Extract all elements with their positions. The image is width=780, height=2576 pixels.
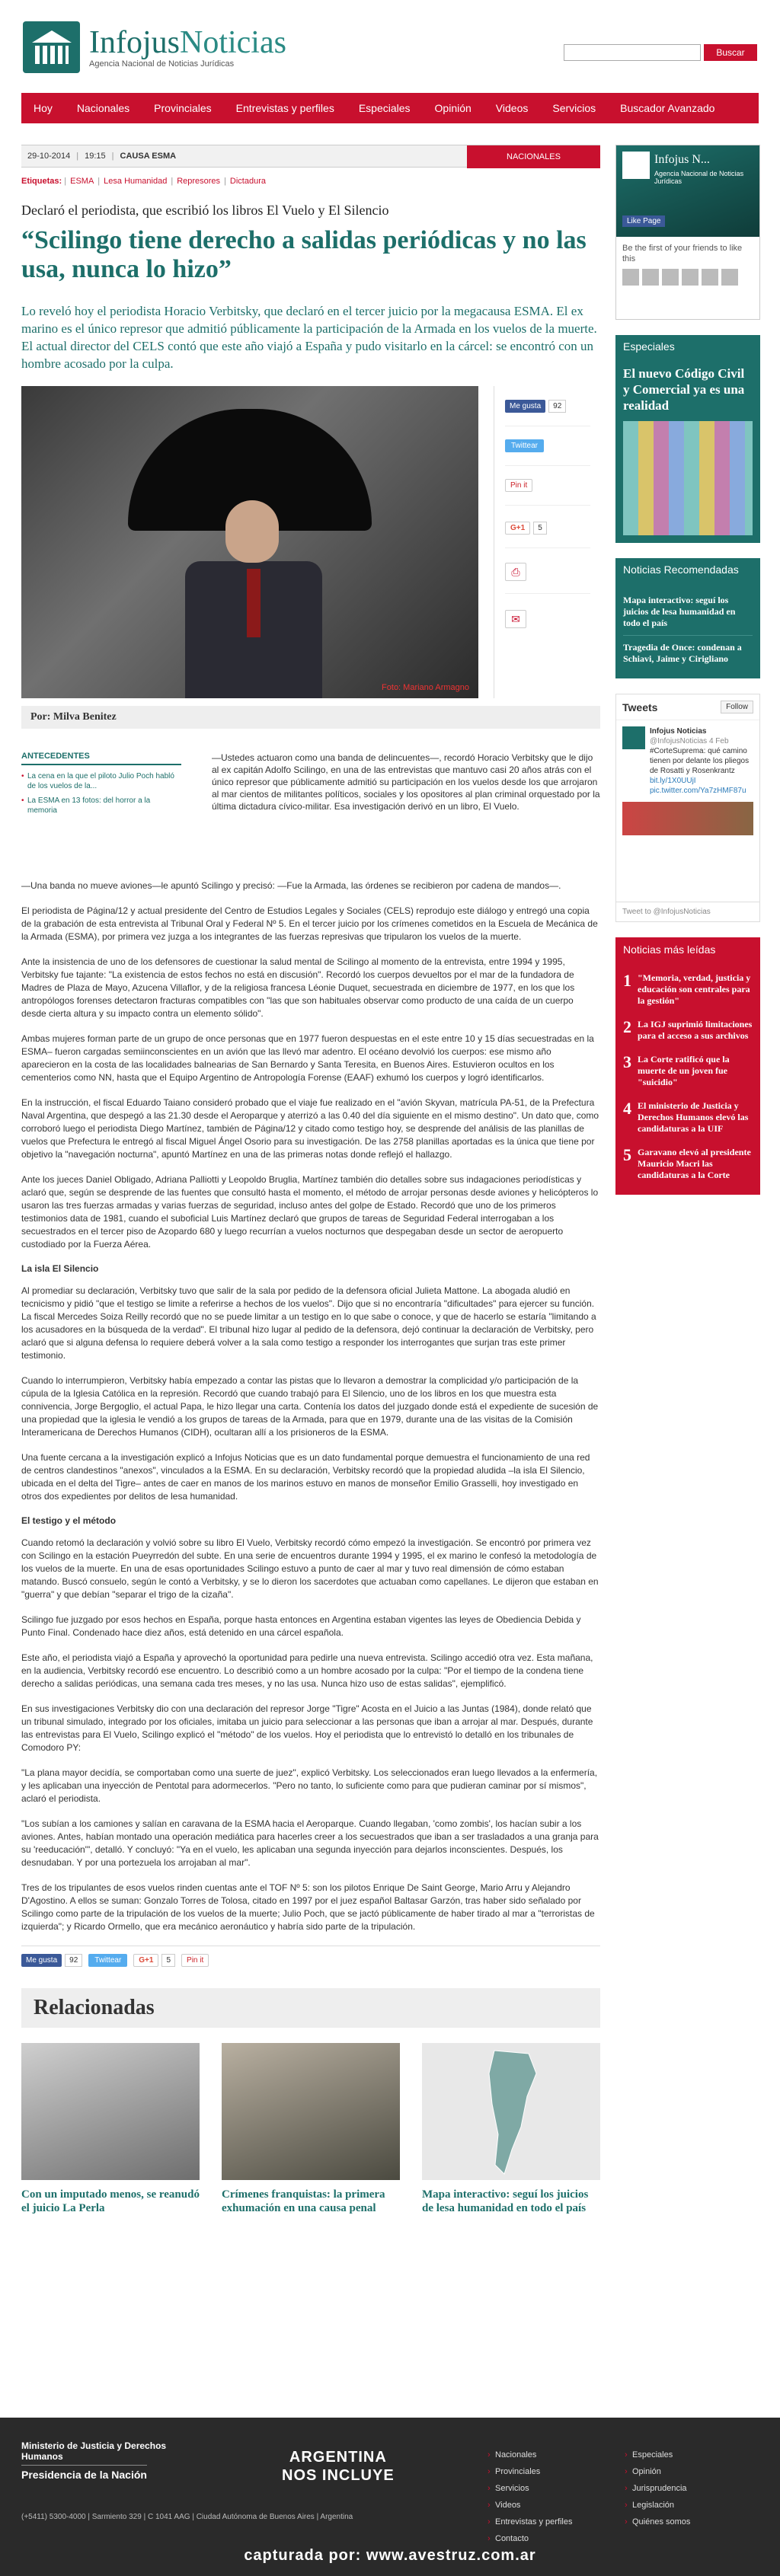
- footer-link[interactable]: › Servicios: [488, 2480, 572, 2497]
- tweet-to-input[interactable]: Tweet to @InfojusNoticias: [616, 902, 759, 921]
- logo-title: InfojusNoticias: [89, 25, 286, 60]
- tag-link[interactable]: Represores: [177, 177, 221, 186]
- footer-link[interactable]: › Nacionales: [488, 2447, 572, 2463]
- mas-leida-number: 4: [623, 1099, 631, 1118]
- tag-link[interactable]: ESMA: [70, 177, 94, 186]
- article-paragraph: Cuando lo interrumpieron, Verbitsky había empezado a contar las pistas que lo llevaron a demostrar la complicidad y/o participación de la cúpula de la Iglesia Católica en la represión. Recordó que cuando trabajó para El Silencio, uno de los libros en los que muestra esta connivencia, Jorge Bergoglio, el actual Papa, le hizo llegar una carta. Contenía los datos del juzgado donde está el expediente de sucesión de una propiedad que la iglesia le vendió a los grupos de tareas de la Armada, para que en 1979, durante una de las visitas de la Comisión Interamericana de Derechos Humanos (CIDH), ocultaran allí a los prisioneros de la ESMA.: [21, 1375, 599, 1438]
- mas-leidas-head: Noticias más leídas: [615, 937, 760, 962]
- related-item[interactable]: [222, 2043, 400, 2215]
- fb-page-name[interactable]: Infojus N...: [654, 153, 710, 166]
- site-logo[interactable]: [23, 21, 286, 73]
- article-media: [21, 386, 600, 698]
- fb-page-logo: [622, 152, 650, 179]
- recomendada-item[interactable]: Mapa interactivo: seguí los juicios de lesa humanidad en todo el país: [623, 589, 753, 636]
- logo-tagline: Agencia Nacional de Noticias Jurídicas: [89, 59, 235, 69]
- mas-leida-number: 3: [623, 1052, 631, 1071]
- nav-item[interactable]: Opinión: [434, 102, 472, 114]
- article-body: [21, 879, 600, 1933]
- footer-link[interactable]: › Jurisprudencia: [625, 2480, 690, 2497]
- mas-leidas-block: [615, 937, 760, 1195]
- nav-item[interactable]: Especiales: [358, 102, 411, 114]
- article-photo[interactable]: [21, 386, 478, 698]
- article-date: 29-10-2014: [27, 152, 71, 161]
- antecedentes-section: [21, 752, 600, 866]
- twitter-share-button[interactable]: Twittear: [505, 439, 544, 452]
- footer-link[interactable]: › Especiales: [625, 2447, 690, 2463]
- site-header: [0, 0, 780, 91]
- footer-link[interactable]: › Legislación: [625, 2497, 690, 2514]
- tags-label: Etiquetas:: [21, 177, 62, 186]
- related-item[interactable]: [21, 2043, 200, 2215]
- nav-item[interactable]: Buscador Avanzado: [620, 102, 715, 114]
- mas-leida-title[interactable]: Garavano elevó al presidente Mauricio Macri las candidaturas a la Corte: [638, 1147, 751, 1180]
- article-paragraph: Una fuente cercana a la investigación explicó a Infojus Noticias que es un dato fundamental porque demuestra el funcionamiento de una red de centros clandestinos "anexos", vinculados a la ESMA. En su declaración, Verbitsky recordó que la propiedad aludida –la isla El Silencio, ubicada en el delta del Tigre– antes de caer en manos de los marinos estuvo en manos de monseñor Emilio Grasselli, hoy investigado en otros dos expedientes por delitos de lesa humanidad.: [21, 1452, 590, 1502]
- especiales-block: [615, 335, 760, 543]
- related-caption[interactable]: Mapa interactivo: seguí los juicios de lesa humanidad en todo el país: [422, 2188, 589, 2214]
- twitter-widget: [615, 694, 760, 922]
- article-paragraph: En la instrucción, el fiscal Eduardo Taiano consideró probado que el viaje fue realizado en el "avión Skyvan, matrícula PA-51, de la Prefectura Naval Argentina, que despegó a las 21.30 desde el Aeroparque y aterrizó a las 0.40 del día siguiente en el mismo destino". Un dato que, como corroboró luego el periodista Diego Martínez, también de Página/12 y citado como testigo hoy, se desprende del análisis de las planillas de vuelos que Prefectura le entregó al fiscal Miguel Ángel Osorio para su investigación. De las 2758 planillas aportadas es la única que tiene por objetivo la "navegación nocturna", apuntó Martínez en una de las primeras notas donde reflejó el hallazgo.: [21, 1097, 599, 1160]
- footer-link[interactable]: › Quiénes somos: [625, 2514, 690, 2530]
- footer-argentina-logo: ARGENTINA NOS INCLUYE: [282, 2449, 395, 2484]
- nav-item[interactable]: Servicios: [552, 102, 596, 114]
- pinterest-button[interactable]: Pin it: [505, 479, 532, 492]
- tag-separator: |: [64, 177, 67, 186]
- recomendadas-head: Noticias Recomendadas: [615, 558, 760, 581]
- related-title: Relacionadas: [21, 1988, 600, 2028]
- footer-links-2: [625, 2447, 690, 2530]
- twitter-follow-button[interactable]: Follow: [721, 701, 753, 713]
- google-plus-button-bottom[interactable]: G+1 5: [133, 1954, 175, 1967]
- bottom-share-row: [21, 1946, 600, 1965]
- article-paragraph: Este año, el periodista viajó a España y aprovechó la oportunidad para pedirle una nueva entrevista. Scilingo accedió otra vez. Esta mañana, en la audiencia, Verbitsky recordó ese encuentro. Lo describió como a un hombre acosado por la culpa: "Por el tiempo de la condena tiene derecho a salidas periódicas, una semana cada tres meses, y no las usa. Nunca hizo uso de estas salidas", ejemplificó.: [21, 1652, 593, 1689]
- fb-friends-text: Be the first of your friends to like this: [622, 244, 743, 263]
- related-image[interactable]: [21, 2043, 200, 2180]
- recomendada-item[interactable]: Tragedia de Once: condenan a Schiavi, Jaime y Cirigliano: [623, 642, 742, 664]
- mas-leida-number: 5: [623, 1145, 631, 1164]
- tweet-avatar: [622, 726, 645, 749]
- mas-leida-item[interactable]: [623, 1094, 753, 1141]
- footer-link[interactable]: › Videos: [488, 2497, 572, 2514]
- facebook-like-button[interactable]: Me gusta 92: [505, 400, 566, 413]
- antecedente-link[interactable]: • La ESMA en 13 fotos: del horror a la memoria: [21, 796, 181, 816]
- footer-link[interactable]: › Contacto: [488, 2530, 572, 2547]
- article-paragraph: Ante la insistencia de uno de los defensores de cuestionar la salud mental de Scilingo al momento de la entrevista, entre 1994 y 1995, Verbitsky fue tajante: "La existencia de estos fechos no está en discusión". Recordó los cuerpos devueltos por el mar de la fundadora de Madres de Plaza de Mayo, Azucena Villaflor, y de la religiosa francesa Léonie Duquet, secuestrada en diciembre de 1977, en los que los antropólogos forenses detectaron fracturas compatibles con "las que son habituales observar como producto de una caída de un cuerpo desde cierta altura y su impacto contra un elemento sólido".: [21, 956, 575, 1019]
- article-time: 19:15: [85, 152, 106, 161]
- section-tag[interactable]: NACIONALES: [467, 145, 600, 168]
- mas-leida-title[interactable]: El ministerio de Justicia y Derechos Humanos elevó las candidaturas a la UIF: [638, 1100, 749, 1134]
- article-paragraph: —Una banda no mueve aviones—le apuntó Scilingo y precisó: —Fue la Armada, las órdenes se recibieron por cadena de mandos—.: [21, 880, 561, 891]
- fb-page-sub: Agencia Nacional de Noticias Jurídicas: [654, 170, 744, 185]
- tag-separator: |: [98, 177, 101, 186]
- nav-item[interactable]: Provinciales: [154, 102, 212, 114]
- related-caption[interactable]: Con un imputado menos, se reanudó el juicio La Perla: [21, 2188, 200, 2214]
- tweet[interactable]: Infojus Noticias @InfojusNoticias 4 Feb #CorteSuprema: qué camino tienen por delante los pliegos de Rosatti y Rosenkrantz bit.ly/1X0UUjI pic.twitter.com/Ya7zHMF87u: [616, 720, 759, 802]
- share-column: [494, 386, 600, 698]
- related-caption[interactable]: Crímenes franquistas: la primera exhumación en una causa penal: [222, 2188, 385, 2214]
- article-byline: Por: Milva Benitez: [21, 706, 600, 729]
- nav-item[interactable]: Entrevistas y perfiles: [235, 102, 334, 114]
- article-paragraph: En sus investigaciones Verbitsky dio con una declaración del represor Jorge "Tigre" Acosta en el Juicio a las Juntas (1984), donde relató que un tribunal simulado, integrado por los oficiales, imitaba un juicio para seleccionar a las personas que iban a arrojar al mar. Después, durante las entrevistas para El Vuelo, Scilingo explicó el "método" de los vuelos. Hoy el periodista que lo entrevistó lo detalló en los tribunales de Comodoro PY:: [21, 1703, 593, 1753]
- article-datebar: 29-10-2014 | 19:15 | CAUSA ESMA NACIONALES: [21, 145, 600, 168]
- footer-link[interactable]: › Provinciales: [488, 2463, 572, 2480]
- mas-leida-item[interactable]: [623, 966, 753, 1013]
- mas-leida-item[interactable]: [623, 1141, 753, 1187]
- google-plus-button[interactable]: G+1 5: [505, 522, 547, 535]
- article-paragraph: Cuando retomó la declaración y volvió sobre su libro El Vuelo, Verbitsky recordó cómo empezó la investigación. Se encontró por primera vez con Scilingo en la estación Pueyrredón del subte. En una serie de encuentros durante 1994 y 1995, el ex marino le confesó la metodología de los vuelos de la muerte. En una de esas oportunidades Scilingo estuvo a punto de caer al mar y tuvo real dimensión de cómo estaban matando. Buscó consuelo, según le contó a Verbitsky, y se lo dieron los sacerdotes que actuaban como capellanes. Le dijeron que estaban en "guerra" y que debían "separar el trigo de la cizaña".: [21, 1537, 599, 1600]
- twitter-share-button-bottom[interactable]: Twittear: [88, 1954, 127, 1967]
- print-button[interactable]: [505, 563, 526, 581]
- article-paragraph: "Los subían a los camiones y salían en caravana de la ESMA hacia el Aeroparque. Cuando llegaban, 'como zombis', los hacían subir a los aviones. Antes, habían montado una operación mediática para hacerles creer a los secuestrados que iban a ser trasladados a una granja para su 'reeducación'", detalló. Y concluyó: "Ya en el vuelo, les aplicaban una segunda inyección para dejarlos inconscientes. Después, los desnudaban. Y por una portezuela los arrojaban al mar".: [21, 1818, 599, 1868]
- fb-like-page-button[interactable]: Like Page: [622, 215, 665, 227]
- site-footer: [0, 2418, 780, 2576]
- footer-ministerio[interactable]: Ministerio de Justicia y Derechos Humanos: [21, 2440, 167, 2462]
- search-input[interactable]: [564, 44, 701, 61]
- nav-item[interactable]: Hoy: [34, 102, 53, 114]
- search-form: [564, 44, 757, 61]
- mas-leida-title[interactable]: La Corte ratificó que la muerte de un joven fue "suicidio": [638, 1054, 730, 1087]
- especiales-title[interactable]: El nuevo Código Civil y Comercial ya es una realidad: [623, 366, 745, 413]
- article-paragraph: Scilingo fue juzgado por esos hechos en España, porque hasta entonces en Argentina estaban vigentes las leyes de Obediencia Debida y Punto Final. Condenado hace diez años, está detenido en una cárcel española.: [21, 1614, 581, 1638]
- mas-leida-item[interactable]: [623, 1013, 753, 1048]
- article-paragraph: "La plana mayor decidía, se comportaban como una suerte de juez", explicó Verbitsky. Los seleccionados eran luego llevados a la enfermería, y les aplicaban una inyección de Pentotal para adormecerlos. "Pero no tanto, lo suficiente como para que pudieran caminar por sí mismos", aclaró el periodista.: [21, 1767, 598, 1804]
- mas-leida-item[interactable]: [623, 1048, 753, 1094]
- pinterest-button-bottom[interactable]: Pin it: [181, 1954, 209, 1967]
- footer-links-1: [488, 2447, 572, 2547]
- mas-leida-title[interactable]: "Memoria, verdad, justicia y educación son centrales para la gestión": [638, 972, 751, 1006]
- subhead-testigo: El testigo y el método: [21, 1515, 117, 1526]
- antecedentes-box: [21, 752, 181, 820]
- mas-leida-title[interactable]: La IGJ suprimió limitaciones para el acceso a sus archivos: [638, 1019, 753, 1041]
- mas-leida-number: 2: [623, 1017, 631, 1036]
- antecedente-link[interactable]: • La cena en la que el piloto Julio Poch habló de los vuelos de la...: [21, 771, 181, 791]
- footer-link[interactable]: › Entrevistas y perfiles: [488, 2514, 572, 2530]
- related-item[interactable]: [422, 2043, 600, 2215]
- tweet-image[interactable]: [622, 802, 753, 835]
- article-tags: [21, 177, 600, 186]
- intro-quote: —Ustedes actuaron como una banda de delincuentes—, recordó Horacio Verbitsky que le dijo al ex capitán Adolfo Scilingo, en una de las entrevistas que mantuvo casi 20 años atrás con el único represor que públicamente admitió su participación en los vuelos desde los que arrojaron al mar cientos de militantes políticos, sociales y los opositores al plan criminal orquestado por la última dictadura cívico-militar. Esa investigación derivó en un libro, El Vuelo.: [212, 752, 600, 812]
- article-paragraph: Tres de los tripulantes de esos vuelos rinden cuentas ante el TOF Nº 5: son los pilotos Enrique De Saint George, Mario Arru y Alejandro D'Agostino. A ellos se suman: Gonzalo Torres de Tolosa, citado en 1997 por el juez español Baltasar Garzón, tras haber sido señalado por Scilingo como parte de la tripulación de los vuelos de la muerte; Julio Poch, que se jactó públicamente de haber tirado al mar a "terroristas de izquierda"; y Ricardo Ormello, que era mecánico aeronáutico y habría sido parte de la tripulación.: [21, 1882, 595, 1932]
- antecedentes-title: ANTECEDENTES: [21, 752, 181, 765]
- facebook-like-button-bottom[interactable]: Me gusta 92: [21, 1954, 82, 1967]
- nav-item[interactable]: Nacionales: [76, 102, 130, 114]
- argentina-map-icon: [422, 2043, 600, 2180]
- nav-item[interactable]: Videos: [495, 102, 529, 114]
- tag-separator: |: [171, 177, 174, 186]
- tag-separator: |: [224, 177, 226, 186]
- article-paragraph: Ante los jueces Daniel Obligado, Adriana Palliotti y Leopoldo Bruglia, Martínez también dio detalles sobre sus indagaciones periodísticas y aclaró que, según se desprende de las fuentes que consultó hasta el momento, el método de arrojar personas desde aviones y helicópteros lo usaron las tres fuerzas armadas y varias fuerzas de seguridad, incluso antes del golpe de Estado. Recordó que uno de los primeros testimonios data de 1981, cuando el suboficial Luis Martínez declaró que grupos de tareas de Seguridad Federal interrogaban a los secuestrados en el tercer piso de Azopardo 680 y luego recurrían a vuelos nocturnos que despegaban desde un sector de aeropuerto custodiado por la Fuerza Aérea.: [21, 1174, 599, 1250]
- mas-leida-number: 1: [623, 971, 631, 990]
- footer-presidencia[interactable]: Presidencia de la Nación: [21, 2465, 147, 2481]
- recomendadas-block: [615, 558, 760, 678]
- tag-link[interactable]: Lesa Humanidad: [104, 177, 168, 186]
- facebook-page-widget: [615, 145, 760, 320]
- related-image[interactable]: [222, 2043, 400, 2180]
- article-title: “Scilingo tiene derecho a salidas periódicas y no las usa, nunca lo hizo”: [21, 226, 587, 283]
- related-section: [21, 1988, 600, 2215]
- main-nav: [21, 93, 759, 123]
- related-image[interactable]: [422, 2043, 600, 2180]
- logo-building-icon: [23, 21, 80, 73]
- photo-credit: Foto: Mariano Armagno: [382, 683, 469, 692]
- article-paragraph: El periodista de Página/12 y actual presidente del Centro de Estudios Legales y Sociales (CELS) reprodujo este diálogo y entregó una copia de la grabación de esta entrevista al Tribunal Oral y Federal Nº 5. En el tercer juicio por los crímenes cometidos en la Escuela de Mecánica de la Armada (ESMA), por primera vez juzga a los integrantes de las fuerzas represivas que tripularon los vuelos de la muerte.: [21, 905, 598, 942]
- article-section-label: CAUSA ESMA: [120, 152, 177, 161]
- print-icon: ⎙: [505, 563, 526, 581]
- tag-link[interactable]: Dictadura: [229, 177, 266, 186]
- footer-address: (+5411) 5300-4000 | Sarmiento 329 | C 1041 AAG | Ciudad Autónoma de Buenos Aires | Argentina: [21, 2513, 353, 2521]
- main-content: [21, 145, 600, 2215]
- capture-watermark: capturada por: www.avestruz.com.ar: [244, 2547, 536, 2564]
- sidebar: [615, 145, 760, 1210]
- article-paragraph: Al promediar su declaración, Verbitsky tuvo que salir de la sala por pedido de la defensora oficial Julieta Mattone. La abogada aludió en tecnicismo y pidió "que el testigo se limite a referirse a hechos de los vuelos". Dijo que si no encontraría "dificultades" para ejercer su función. La fiscal Mercedes Soiza Reilly recordó que no se puede limitar a un testigo en lo que sabe o conoce, y que de hacerlo se estaría "limitando a los acusadores en la búsqueda de la verdad". El tribunal hizo lugar al pedido de la defensora, dejó continuar la declaración de Verbitsky, pero aclaró que si alguna defensa lo requiere deberá volver a la sala como testigo a responder los interrogantes que surjan tras este primer testimonio.: [21, 1285, 596, 1361]
- search-button[interactable]: Buscar: [704, 44, 757, 61]
- article-kicker: Declaró el periodista, que escribió los libros El Vuelo y El Silencio: [21, 203, 389, 218]
- fb-faces: [622, 269, 753, 286]
- article-lead: Lo reveló hoy el periodista Horacio Verbitsky, que declaró en el tercer juicio por la megacausa ESMA. El ex marino es el único represor que admitió públicamente la participación de la Armada en los vuelos de la muerte. El actual director del CELS contó que este año viajó a España y pudo visitarlo en la cárcel: se encontró con un hombre acosado por la culpa.: [21, 304, 597, 371]
- article-paragraph: Ambas mujeres forman parte de un grupo de once personas que en 1977 fueron despuestas en el este entre 10 y 15 días secuestradas en la ESMA– fueron cargadas semiinconscientes en un avión que las llevó mar adentro. El océano devolvió los cuerpos: ese mismo año aparecieron en la costa de las localidades balnearias de San Bernardo y Santa Teresita, en Buenos Aires. Estuvieron ocultos en los cementerios como NN, hasta que el Equipo Argentino de Antropología Forense (EAAF) exhumó los cuerpos y logró identificarlos.: [21, 1033, 594, 1083]
- especiales-image[interactable]: [623, 421, 753, 535]
- email-button[interactable]: [505, 610, 526, 628]
- subhead-isla: La isla El Silencio: [21, 1263, 99, 1274]
- tweets-head: Tweets: [622, 701, 658, 713]
- footer-link[interactable]: › Opinión: [625, 2463, 690, 2480]
- especiales-head: Especiales: [615, 335, 760, 358]
- mail-icon: ✉: [505, 610, 526, 628]
